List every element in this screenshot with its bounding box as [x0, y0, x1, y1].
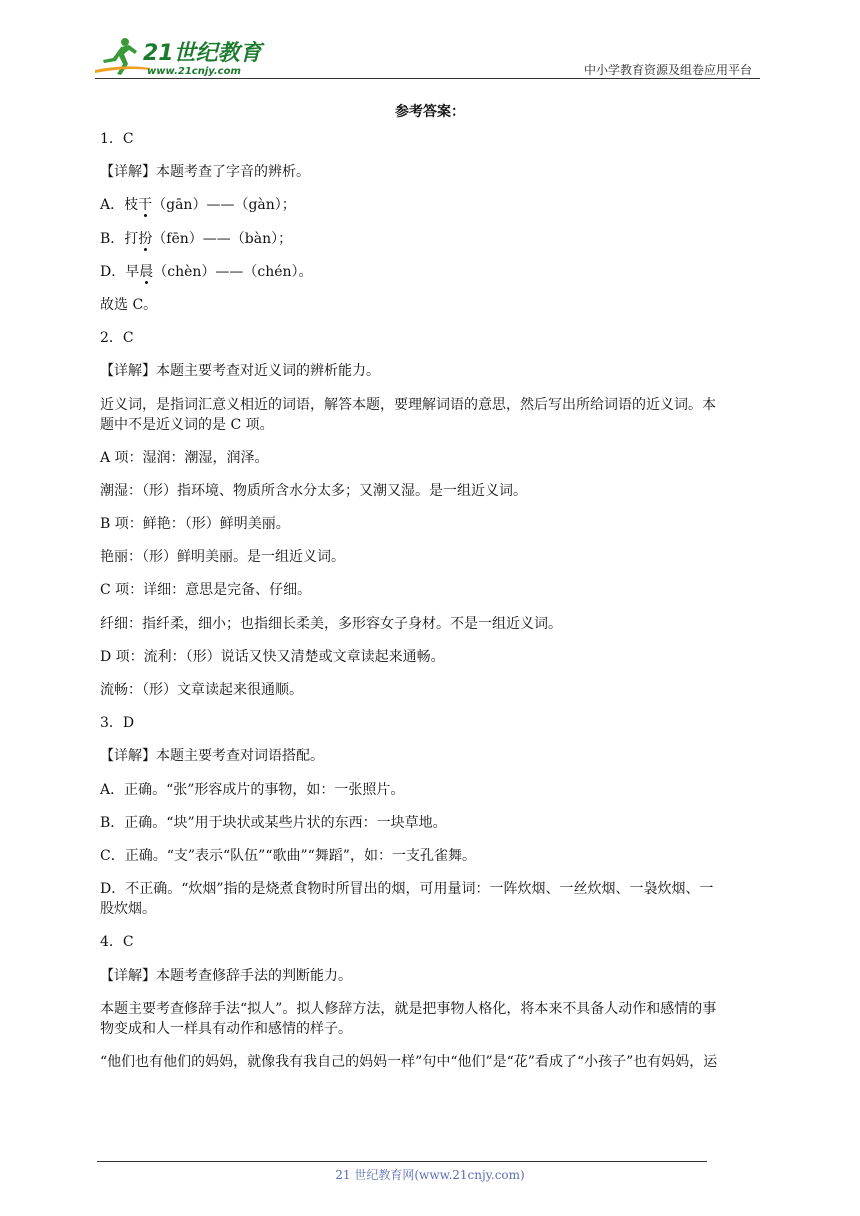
answer-line: 股炊烟。 — [100, 901, 156, 918]
answer-line: D 项：流利：（形）说话又快又清楚或文章读起来通畅。 — [100, 648, 445, 665]
answer-line: 流畅：（形）文章读起来很通顺。 — [100, 682, 303, 698]
answer-line: 潮湿：（形）指环境、物质所含水分太多；又潮又湿。是一组近义词。 — [100, 482, 527, 499]
line-prefix: B．打 — [100, 230, 139, 247]
logo-21cnjy — [95, 34, 270, 78]
answer-line — [100, 262, 765, 282]
line-pinyin: （gān）——（gàn）； — [152, 197, 296, 214]
answer-line: A 项：湿润：潮湿，润泽。 — [100, 449, 269, 466]
answer-line: 【详解】本题考查了字音的辨析。 — [100, 164, 310, 181]
emphasized-character: 晨 — [139, 263, 154, 280]
logo-text: 21世纪教育 — [143, 41, 262, 66]
answer-line: 1．C — [100, 131, 134, 147]
answer-line: 纤细：指纤柔，细小；也指细长柔美，多形容女子身材。不是一组近义词。 — [100, 615, 562, 632]
answer-line: 【详解】本题主要考查对词语搭配。 — [100, 748, 324, 765]
answer-line: 本题主要考查修辞手法“拟人”。拟人修辞方法，就是把事物人格化，将本来不具备人动作和感情的事 — [100, 1000, 717, 1017]
answer-line: A．正确。“张”形容成片的事物，如：一张照片。 — [100, 781, 405, 798]
answer-line: 题中不是近义词的是 C 项。 — [100, 416, 274, 433]
answer-line — [100, 229, 765, 249]
runner-icon — [95, 38, 150, 75]
answer-line: 【详解】本题主要考查对近义词的辨析能力。 — [100, 363, 380, 380]
answer-line: 近义词，是指词汇意义相近的词语，解答本题，要理解词语的意思，然后写出所给词语的近义词。本 — [100, 396, 716, 413]
line-prefix: D．早 — [100, 263, 140, 280]
answer-line: “他们也有他们的妈妈，就像我有我自己的妈妈一样”句中“他们”是“花”看成了“小孩子”也有妈妈，运 — [100, 1053, 718, 1070]
answer-content — [100, 129, 765, 1072]
answer-line: B．正确。“块”用于块状或某些片状的东西：一块草地。 — [100, 814, 447, 831]
page-header — [95, 34, 760, 80]
answer-line: 2．C — [100, 330, 134, 347]
answer-line: C 项：详细：意思是完备、仔细。 — [100, 582, 312, 599]
answer-line: 艳丽：（形）鲜明美丽。是一组近义词。 — [100, 549, 345, 566]
platform-name: 中小学教育资源及组卷应用平台 — [583, 63, 752, 77]
line-pinyin: （fēn）——（bàn）； — [152, 230, 293, 247]
line-prefix: A．枝 — [100, 197, 139, 214]
logo-url: www.21cnjy.com — [147, 66, 241, 77]
page-title: 参考答案： — [395, 104, 465, 120]
answer-line: C．正确。“支”表示“队伍”“歌曲”“舞蹈”，如：一支孔雀舞。 — [100, 847, 476, 864]
answer-line — [100, 195, 765, 215]
answer-line: D．不正确。“炊烟”指的是烧煮食物时所冒出的烟，可用量词：一阵炊烟、一丝炊烟、一袅炊烟、一 — [100, 881, 714, 898]
footer-text: 21 世纪教育网(www.21cnjy.com) — [335, 1168, 525, 1182]
answer-line: 【详解】本题考查修辞手法的判断能力。 — [100, 967, 352, 984]
header-divider — [95, 78, 760, 79]
answer-line: 物变成和人一样具有动作和感情的样子。 — [100, 1020, 352, 1037]
answer-line: 故选 C。 — [100, 296, 158, 313]
line-pinyin: （chèn）——（chén）。 — [153, 263, 313, 280]
emphasized-character: 扮 — [138, 230, 153, 247]
footer-divider — [97, 1161, 707, 1162]
answer-line: B 项：鲜艳：（形）鲜明美丽。 — [100, 516, 290, 533]
answer-line: 3．D — [100, 715, 135, 732]
answer-line: 4．C — [100, 934, 134, 951]
emphasized-character: 干 — [138, 197, 153, 214]
